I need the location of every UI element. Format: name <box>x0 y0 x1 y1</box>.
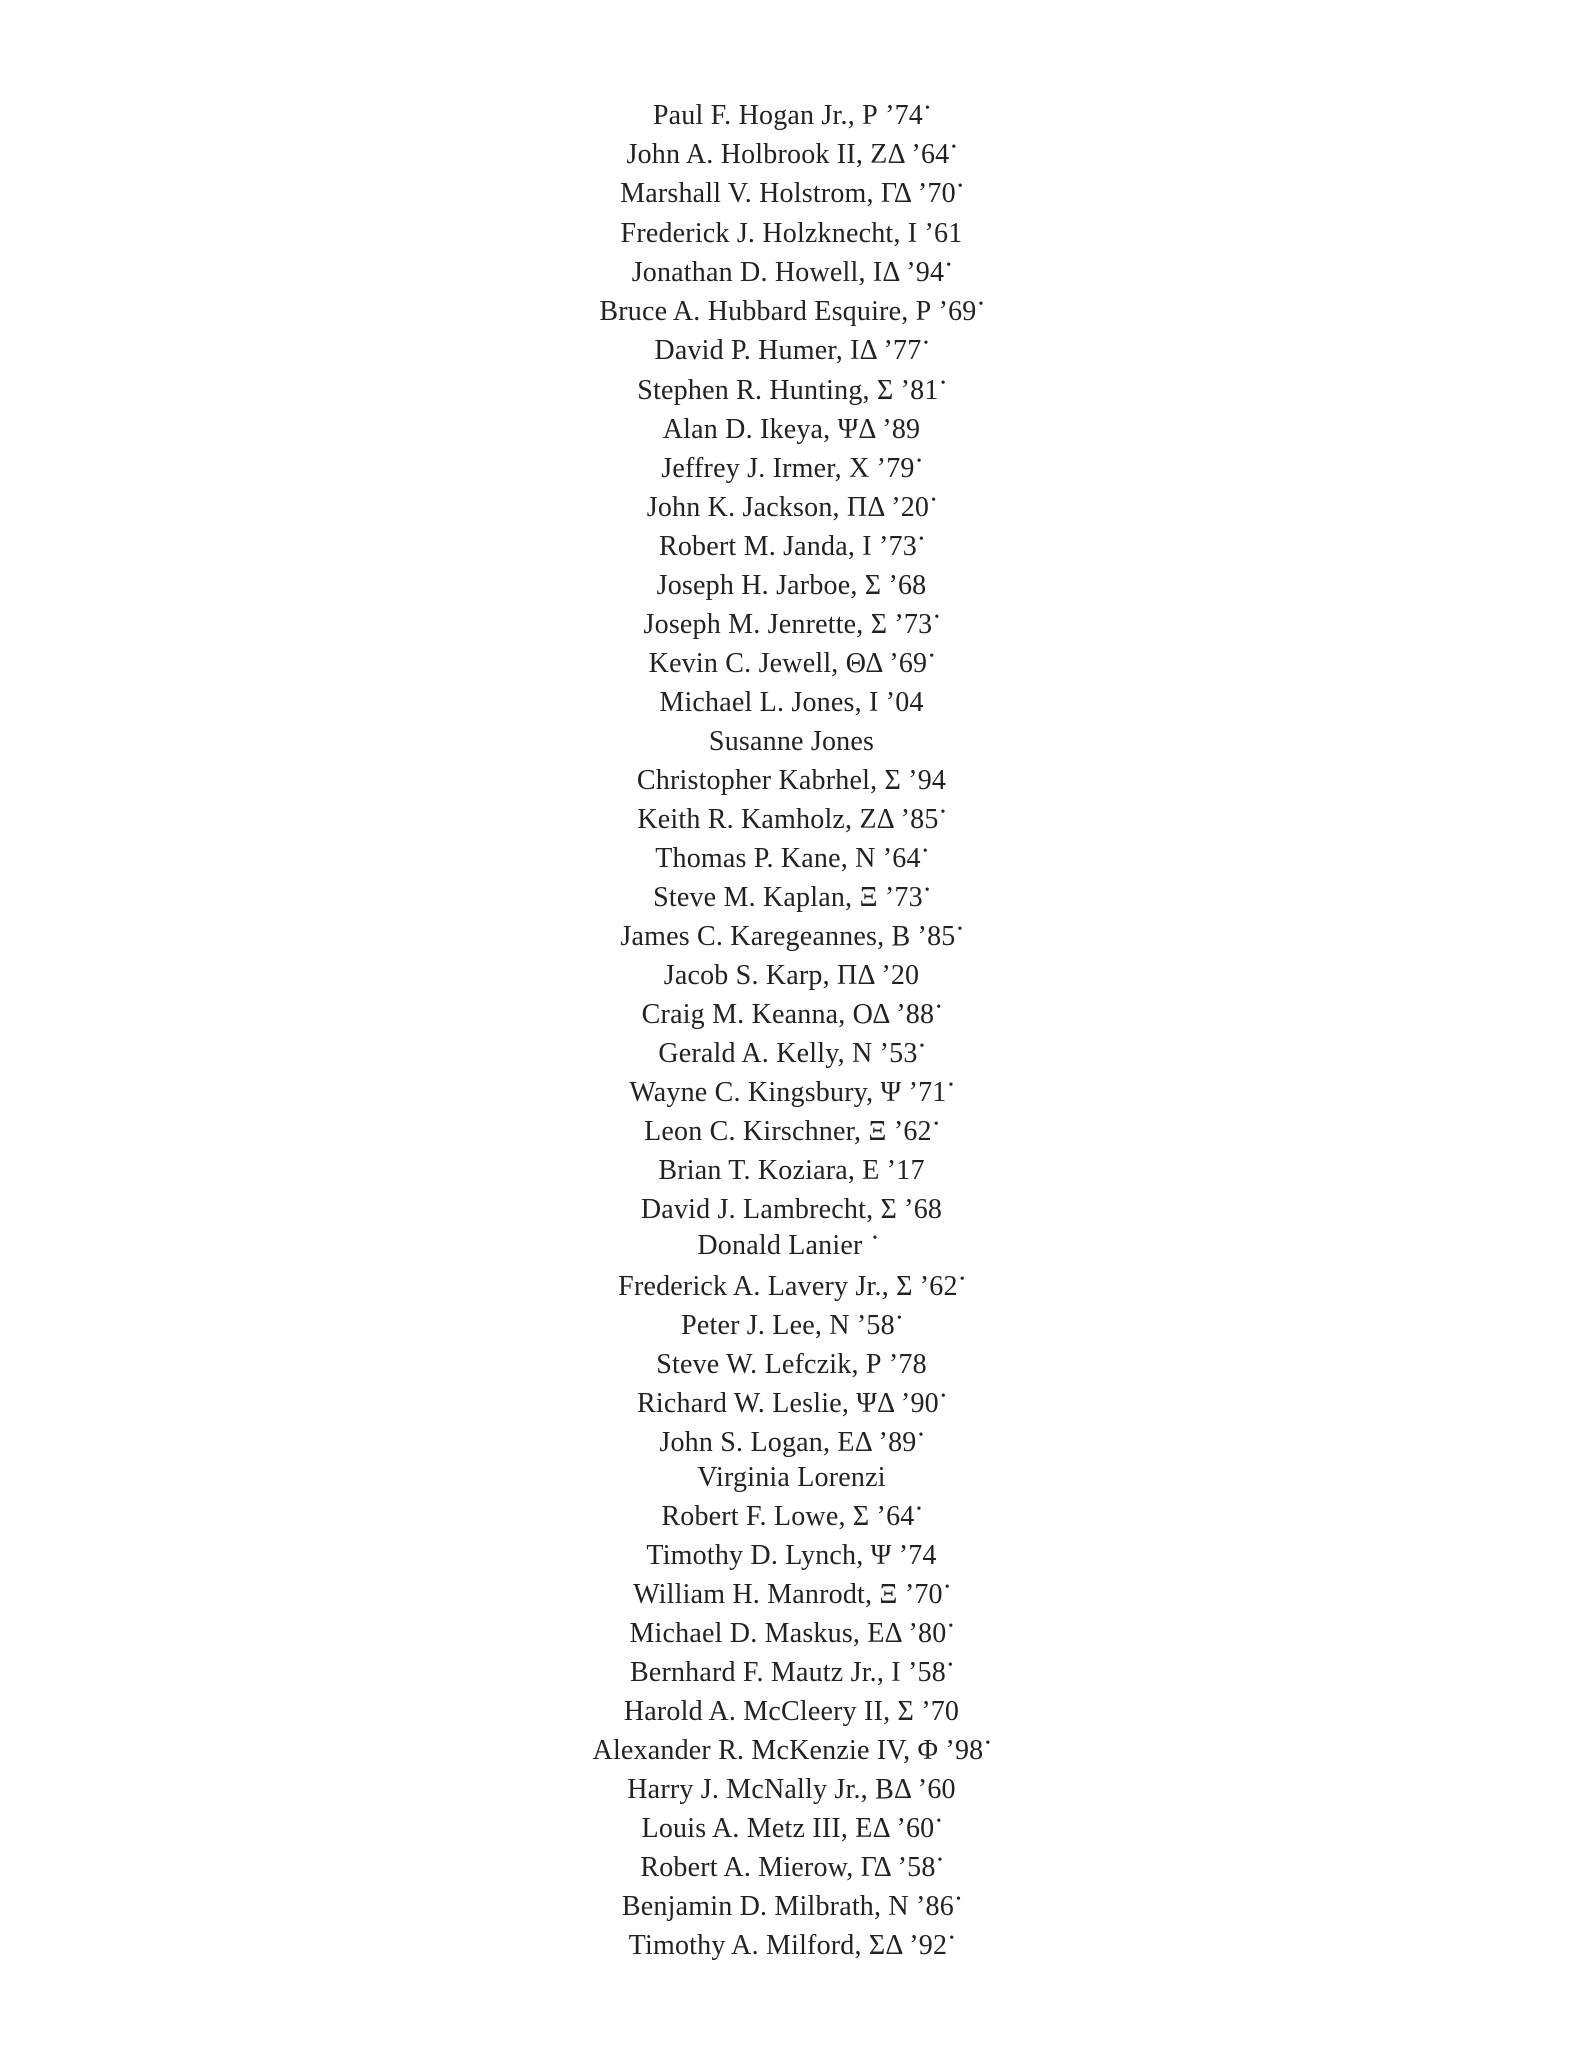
entry-name: Wayne C. Kingsbury, Ψ ’71 <box>629 1077 947 1108</box>
entry-name: Leon C. Kirschner, Ξ ’62 <box>644 1116 932 1147</box>
entry-name: Robert M. Janda, Ι ’73 <box>658 531 917 562</box>
bullet-mark-icon: • <box>940 805 946 820</box>
list-item <box>0 839 1583 879</box>
entry-name: James C. Karegeannes, Β ’85 <box>620 921 956 952</box>
entry-name: Bruce A. Hubbard Esquire, Ρ ’69 <box>599 296 977 327</box>
bullet-mark-icon: • <box>940 376 946 391</box>
bullet-mark-icon: • <box>949 1931 955 1946</box>
list-item <box>0 1497 1583 1537</box>
list-item <box>0 644 1583 684</box>
entry-name: John K. Jackson, ΠΔ ’20 <box>646 492 930 523</box>
entry-name: Harold A. McCleery II, Σ ’70 <box>623 1696 960 1727</box>
list-item <box>0 800 1583 840</box>
list-item <box>0 1226 1579 1266</box>
list-item <box>0 605 1583 645</box>
entry-name: Alexander R. McKenzie IV, Φ ’98 <box>592 1735 984 1766</box>
entry-name: Jonathan D. Howell, ΙΔ ’94 <box>631 257 945 288</box>
list-item <box>0 956 1583 996</box>
list-item <box>0 1112 1583 1152</box>
list-item <box>0 488 1583 528</box>
bullet-mark-icon: • <box>955 1892 962 1907</box>
bullet-mark-icon: • <box>985 1736 991 1751</box>
bullet-mark-icon: • <box>951 140 957 155</box>
list-item <box>0 174 1583 214</box>
list-item <box>0 1190 1583 1230</box>
entry-name: Keith R. Kamholz, ΖΔ ’85 <box>637 804 939 835</box>
list-item <box>0 253 1583 293</box>
entry-name: John A. Holbrook II, ΖΔ ’64 <box>626 139 950 170</box>
list-item <box>0 1809 1583 1849</box>
entry-name: Brian T. Koziara, Ε ’17 <box>658 1155 925 1186</box>
list-item <box>0 214 1583 254</box>
bullet-mark-icon: • <box>948 1619 954 1634</box>
bullet-mark-icon: • <box>947 1658 954 1673</box>
entry-name: Timothy D. Lynch, Ψ ’74 <box>646 1540 937 1571</box>
entry-name: Frederick J. Holzknecht, Ι ’61 <box>620 218 963 249</box>
bullet-mark-icon: • <box>944 1580 950 1595</box>
entry-name: Robert A. Mierow, ΓΔ ’58 <box>640 1852 936 1883</box>
list-item <box>0 1731 1583 1771</box>
list-item <box>0 722 1583 762</box>
bullet-mark-icon: • <box>948 1078 954 1093</box>
list-item <box>0 1692 1583 1732</box>
bullet-mark-icon: • <box>896 1311 902 1326</box>
list-item <box>0 1306 1583 1346</box>
entry-name: Christopher Kabrhel, Σ ’94 <box>636 765 947 796</box>
bullet-mark-icon: • <box>918 1428 924 1443</box>
entry-name: Richard W. Leslie, ΨΔ ’90 <box>637 1388 939 1419</box>
list-item <box>0 1034 1583 1074</box>
list-item <box>0 1345 1583 1385</box>
list-item <box>0 1073 1583 1113</box>
entry-name: Craig M. Keanna, ΟΔ ’88 <box>641 999 935 1030</box>
list-item <box>0 761 1583 801</box>
list-item <box>0 135 1583 175</box>
entry-name: Peter J. Lee, Ν ’58 <box>681 1310 895 1341</box>
entry-name: Harry J. McNally Jr., ΒΔ ’60 <box>627 1774 956 1805</box>
entry-name: Robert F. Lowe, Σ ’64 <box>661 1501 915 1532</box>
entry-name: Louis A. Metz III, ΕΔ ’60 <box>641 1813 935 1844</box>
bullet-mark-icon: • <box>925 101 931 116</box>
entry-name: Steve M. Kaplan, Ξ ’73 <box>653 882 923 913</box>
entry-name: Virginia Lorenzi <box>697 1462 886 1493</box>
bullet-mark-icon: • <box>916 454 922 469</box>
entry-name: Thomas P. Kane, Ν ’64 <box>655 843 921 874</box>
list-item <box>0 566 1583 606</box>
bullet-mark-icon: • <box>916 1502 922 1517</box>
entry-name: Timothy A. Milford, ΣΔ ’92 <box>628 1930 948 1961</box>
bullet-mark-icon: • <box>946 258 952 273</box>
entry-name: Michael D. Maskus, ΕΔ ’80 <box>629 1618 947 1649</box>
entry-name: Donald Lanier <box>697 1230 863 1261</box>
entry-name: Jacob S. Karp, ΠΔ ’20 <box>663 960 920 991</box>
list-item <box>0 1536 1583 1576</box>
list-item <box>0 1384 1583 1424</box>
list-item <box>0 96 1583 136</box>
entry-name: Jeffrey J. Irmer, Χ ’79 <box>661 453 915 484</box>
bullet-mark-icon: • <box>937 1853 943 1868</box>
entry-name: Alan D. Ikeya, ΨΔ ’89 <box>662 414 921 445</box>
list-item <box>0 1151 1583 1191</box>
bullet-mark-icon: • <box>923 336 929 351</box>
entry-name: Benjamin D. Milbrath, Ν ’86 <box>621 1891 954 1922</box>
list-item <box>0 683 1583 723</box>
bullet-mark-icon: • <box>936 1814 942 1829</box>
list-item <box>0 371 1583 411</box>
entry-name: Joseph H. Jarboe, Σ ’68 <box>656 570 927 601</box>
bullet-mark-icon: • <box>933 1117 939 1132</box>
list-item <box>0 1614 1583 1654</box>
bullet-mark-icon: • <box>940 1389 946 1404</box>
list-item <box>0 1926 1583 1966</box>
entry-name: Frederick A. Lavery Jr., Σ ’62 <box>618 1271 958 1302</box>
entry-name: Stephen R. Hunting, Σ ’81 <box>637 375 939 406</box>
list-item <box>0 1770 1583 1810</box>
entry-name: David J. Lambrecht, Σ ’68 <box>640 1194 943 1225</box>
list-item <box>0 995 1583 1035</box>
list-item <box>0 1458 1583 1498</box>
entry-name: Bernhard F. Mautz Jr., Ι ’58 <box>629 1657 946 1688</box>
list-item <box>0 1575 1583 1615</box>
list-item <box>0 292 1583 332</box>
bullet-mark-icon: • <box>922 844 928 859</box>
bullet-mark-icon: • <box>936 1000 942 1015</box>
entry-name: Michael L. Jones, Ι ’04 <box>659 687 924 718</box>
list-item <box>0 878 1583 918</box>
bullet-mark-icon: • <box>931 493 937 508</box>
list-item <box>0 917 1583 957</box>
entry-name: Steve W. Lefczik, Ρ ’78 <box>656 1349 927 1380</box>
entry-name: Gerald A. Kelly, Ν ’53 <box>658 1038 918 1069</box>
list-item <box>0 1887 1583 1927</box>
bullet-mark-icon: • <box>872 1231 878 1246</box>
bullet-mark-icon: • <box>929 649 935 664</box>
bullet-mark-icon: • <box>959 1272 965 1287</box>
bullet-mark-icon: • <box>918 532 924 547</box>
entry-name: William H. Manrodt, Ξ ’70 <box>633 1579 943 1610</box>
entry-name: Paul F. Hogan Jr., Ρ ’74 <box>652 100 924 131</box>
entry-name: John S. Logan, ΕΔ ’89 <box>659 1427 917 1458</box>
bullet-mark-icon: • <box>978 297 984 312</box>
bullet-mark-icon: • <box>919 1039 925 1054</box>
list-item <box>0 1423 1583 1463</box>
entry-name: Joseph M. Jenrette, Σ ’73 <box>643 609 933 640</box>
entry-name: Susanne Jones <box>708 726 875 757</box>
list-item <box>0 331 1583 371</box>
bullet-mark-icon: • <box>957 922 963 937</box>
entry-name: Kevin C. Jewell, ΘΔ ’69 <box>648 648 928 679</box>
bullet-mark-icon: • <box>957 179 963 194</box>
list-item <box>0 1848 1583 1888</box>
list-item <box>0 410 1583 450</box>
bullet-mark-icon: • <box>934 610 940 625</box>
list-item <box>0 449 1583 489</box>
list-item <box>0 1653 1583 1693</box>
list-item <box>0 527 1583 567</box>
entry-name: David P. Humer, ΙΔ ’77 <box>654 335 922 366</box>
list-item <box>0 1267 1583 1307</box>
bullet-mark-icon: • <box>924 883 930 898</box>
entry-name: Marshall V. Holstrom, ΓΔ ’70 <box>620 178 956 209</box>
